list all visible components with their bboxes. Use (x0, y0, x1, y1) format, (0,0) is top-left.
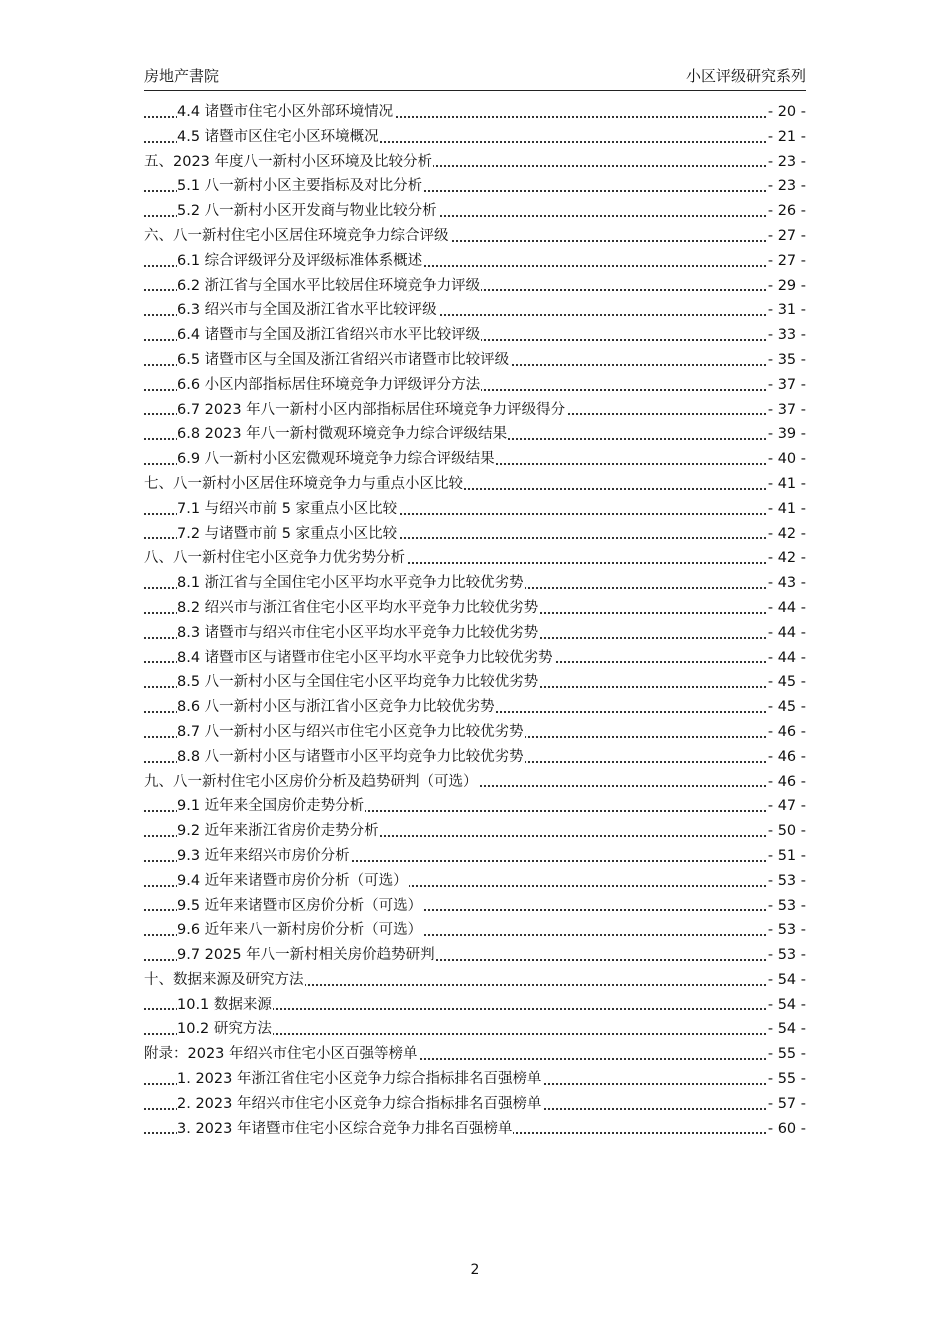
toc-entry[interactable] (144, 646, 806, 671)
toc-entry-page: - 60 - (767, 1117, 806, 1142)
toc-entry-page: - 55 - (767, 1067, 806, 1092)
toc-entry-page: - 46 - (767, 720, 806, 745)
toc-entry-page: - 43 - (767, 571, 806, 596)
toc-entry-page: - 26 - (767, 199, 806, 224)
toc-entry-page: - 23 - (767, 174, 806, 199)
toc-entry-title: 五、2023 年度八一新村小区环境及比较分析 (144, 153, 433, 170)
toc-entry[interactable] (144, 770, 806, 795)
toc-entry[interactable] (144, 398, 806, 423)
toc-entry[interactable] (144, 1042, 806, 1067)
toc-entry-title: 6.3 绍兴市与全国及浙江省水平比较评级 (177, 302, 437, 319)
toc-entry-page: - 31 - (767, 298, 806, 323)
toc-entry[interactable] (144, 497, 806, 522)
toc-entry[interactable] (144, 447, 806, 472)
toc-entry-page: - 53 - (767, 943, 806, 968)
toc-entry[interactable] (144, 522, 806, 547)
toc-entry[interactable] (144, 150, 806, 175)
toc-entry-page: - 54 - (767, 1017, 806, 1042)
table-of-contents (144, 100, 806, 1141)
toc-entry-page: - 44 - (767, 621, 806, 646)
toc-entry-page: - 41 - (767, 472, 806, 497)
toc-entry-title: 六、八一新村住宅小区居住环境竞争力综合评级 (144, 227, 449, 244)
page-header (144, 66, 806, 91)
toc-entry[interactable] (144, 621, 806, 646)
toc-entry-title: 九、八一新村住宅小区房价分析及趋势研判（可选） (144, 773, 478, 790)
toc-entry-page: - 51 - (767, 844, 806, 869)
toc-entry-page: - 45 - (767, 670, 806, 695)
toc-entry[interactable] (144, 720, 806, 745)
toc-entry-title: 8.7 八一新村小区与绍兴市住宅小区竞争力比较优劣势 (177, 723, 524, 740)
toc-entry-page: - 47 - (767, 794, 806, 819)
toc-entry-title: 8.8 八一新村小区与诸暨市小区平均竞争力比较优劣势 (177, 748, 524, 765)
toc-entry-title: 8.2 绍兴市与浙江省住宅小区平均水平竞争力比较优劣势 (177, 599, 539, 616)
toc-entry-page: - 33 - (767, 323, 806, 348)
toc-entry-title: 3. 2023 年诸暨市住宅小区综合竞争力排名百强榜单 (177, 1120, 513, 1137)
toc-entry-page: - 53 - (767, 918, 806, 943)
header-publisher: 房地产書院 (144, 67, 220, 85)
toc-entry-page: - 54 - (767, 968, 806, 993)
toc-entry-page: - 42 - (767, 522, 806, 547)
toc-entry-page: - 21 - (767, 125, 806, 150)
toc-entry-page: - 46 - (767, 745, 806, 770)
toc-entry-title: 9.2 近年来浙江省房价走势分析 (177, 823, 379, 840)
toc-entry-page: - 44 - (767, 596, 806, 621)
toc-entry-title: 8.4 诸暨市区与诸暨市住宅小区平均水平竞争力比较优劣势 (177, 649, 553, 666)
toc-entry-page: - 53 - (767, 894, 806, 919)
toc-entry-page: - 55 - (767, 1042, 806, 1067)
toc-entry-page: - 53 - (767, 869, 806, 894)
toc-entry[interactable] (144, 819, 806, 844)
toc-entry-page: - 29 - (767, 274, 806, 299)
toc-entry[interactable] (144, 1067, 806, 1092)
toc-entry-title: 5.2 八一新村小区开发商与物业比较分析 (177, 203, 437, 220)
toc-entry-title: 6.8 2023 年八一新村微观环境竞争力综合评级结果 (177, 426, 508, 443)
toc-entry[interactable] (144, 1117, 806, 1142)
toc-entry-title: 9.5 近年来诸暨市区房价分析（可选） (177, 897, 423, 914)
toc-entry-title: 6.5 诸暨市区与全国及浙江省绍兴市诸暨市比较评级 (177, 351, 510, 368)
toc-entry[interactable] (144, 422, 806, 447)
toc-entry[interactable] (144, 373, 806, 398)
toc-entry[interactable] (144, 745, 806, 770)
toc-entry[interactable] (144, 596, 806, 621)
toc-entry[interactable] (144, 844, 806, 869)
toc-entry-title: 7.2 与诸暨市前 5 家重点小区比较 (177, 525, 398, 542)
toc-entry[interactable] (144, 794, 806, 819)
toc-entry[interactable] (144, 125, 806, 150)
toc-entry[interactable] (144, 298, 806, 323)
toc-entry-page: - 44 - (767, 646, 806, 671)
toc-entry-page: - 40 - (767, 447, 806, 472)
toc-entry-title: 9.6 近年来八一新村房价分析（可选） (177, 922, 423, 939)
toc-entry[interactable] (144, 695, 806, 720)
toc-entry[interactable] (144, 670, 806, 695)
toc-entry-title: 9.4 近年来诸暨市房价分析（可选） (177, 872, 408, 889)
toc-entry[interactable] (144, 968, 806, 993)
toc-entry-title: 6.1 综合评级评分及评级标准体系概述 (177, 252, 423, 269)
toc-entry[interactable] (144, 199, 806, 224)
toc-entry-title: 9.1 近年来全国房价走势分析 (177, 798, 365, 815)
toc-entry[interactable] (144, 1092, 806, 1117)
toc-entry-title: 6.6 小区内部指标居住环境竞争力评级评分方法 (177, 376, 481, 393)
toc-entry[interactable] (144, 348, 806, 373)
toc-entry-page: - 27 - (767, 224, 806, 249)
toc-entry-title: 十、数据来源及研究方法 (144, 971, 304, 988)
toc-entry-title: 七、八一新村小区居住环境竞争力与重点小区比较 (144, 475, 463, 492)
toc-entry-page: - 37 - (767, 398, 806, 423)
toc-entry-page: - 27 - (767, 249, 806, 274)
toc-entry-title: 8.5 八一新村小区与全国住宅小区平均竞争力比较优劣势 (177, 674, 539, 691)
toc-entry-title: 1. 2023 年浙江省住宅小区竞争力综合指标排名百强榜单 (177, 1071, 542, 1088)
toc-entry[interactable] (144, 571, 806, 596)
toc-entry[interactable] (144, 174, 806, 199)
toc-entry[interactable] (144, 894, 806, 919)
toc-entry-page: - 46 - (767, 770, 806, 795)
toc-entry-page: - 39 - (767, 422, 806, 447)
toc-entry[interactable] (144, 993, 806, 1018)
toc-entry-title: 2. 2023 年绍兴市住宅小区竞争力综合指标排名百强榜单 (177, 1095, 542, 1112)
toc-entry[interactable] (144, 100, 806, 125)
toc-entry-title: 4.5 诸暨市区住宅小区环境概况 (177, 128, 379, 145)
toc-entry-page: - 42 - (767, 546, 806, 571)
toc-entry[interactable] (144, 224, 806, 249)
toc-entry-page: - 20 - (767, 100, 806, 125)
toc-entry-title: 八、八一新村住宅小区竞争力优劣势分析 (144, 550, 405, 567)
toc-entry[interactable] (144, 274, 806, 299)
toc-entry-title: 6.9 八一新村小区宏微观环境竞争力综合评级结果 (177, 451, 495, 468)
toc-entry-title: 7.1 与绍兴市前 5 家重点小区比较 (177, 500, 398, 517)
toc-entry-page: - 37 - (767, 373, 806, 398)
toc-entry[interactable] (144, 323, 806, 348)
toc-entry-title: 6.7 2023 年八一新村小区内部指标居住环境竞争力评级得分 (177, 401, 566, 418)
toc-entry-page: - 50 - (767, 819, 806, 844)
toc-entry-title: 6.2 浙江省与全国水平比较居住环境竞争力评级 (177, 277, 481, 294)
toc-entry[interactable] (144, 1017, 806, 1042)
page-number: 2 (470, 1262, 480, 1278)
toc-entry-title: 8.1 浙江省与全国住宅小区平均水平竞争力比较优劣势 (177, 575, 524, 592)
toc-entry-title: 8.3 诸暨市与绍兴市住宅小区平均水平竞争力比较优劣势 (177, 624, 539, 641)
toc-entry-page: - 54 - (767, 993, 806, 1018)
toc-entry-title: 5.1 八一新村小区主要指标及对比分析 (177, 178, 423, 195)
toc-entry[interactable] (144, 918, 806, 943)
toc-entry-title: 6.4 诸暨市与全国及浙江省绍兴市水平比较评级 (177, 327, 481, 344)
toc-entry-page: - 45 - (767, 695, 806, 720)
toc-entry[interactable] (144, 249, 806, 274)
toc-entry-title: 4.4 诸暨市住宅小区外部环境情况 (177, 104, 394, 120)
toc-entry-title: 10.2 研究方法 (177, 1021, 272, 1038)
toc-entry-title: 附录：2023 年绍兴市住宅小区百强等榜单 (144, 1046, 418, 1063)
toc-entry-page: - 23 - (767, 150, 806, 175)
toc-entry-title: 9.3 近年来绍兴市房价分析 (177, 847, 350, 864)
toc-entry[interactable] (144, 869, 806, 894)
toc-entry-page: - 57 - (767, 1092, 806, 1117)
toc-entry[interactable] (144, 546, 806, 571)
toc-entry-title: 8.6 八一新村小区与浙江省小区竞争力比较优劣势 (177, 699, 495, 716)
toc-entry-page: - 35 - (767, 348, 806, 373)
toc-entry[interactable] (144, 472, 806, 497)
toc-entry[interactable] (144, 943, 806, 968)
toc-entry-page: - 41 - (767, 497, 806, 522)
header-series-title: 小区评级研究系列 (685, 67, 806, 85)
toc-entry-title: 9.7 2025 年八一新村相关房价趋势研判 (177, 947, 435, 964)
toc-entry-title: 10.1 数据来源 (177, 996, 272, 1013)
